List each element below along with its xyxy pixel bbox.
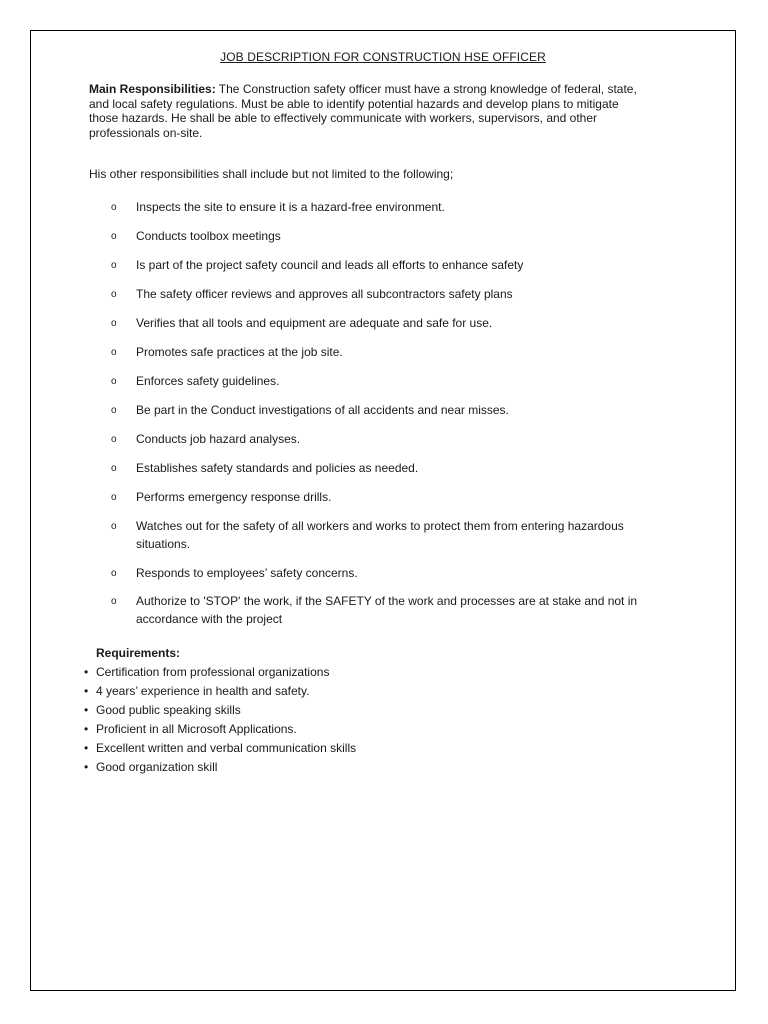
main-responsibilities-text: The Construction safety officer must have a strong knowledge of federal, state, and local safety regulations. Must be able to identify potential hazards and develop plans to mitigate those hazards. He shall be able to effectively communicate with workers, supervisors, and other professionals on-site. [89, 82, 637, 140]
list-item-text: Watches out for the safety of all workers and works to protect them from entering hazardous situations. [136, 519, 624, 551]
list-item-text: Certification from professional organizations [96, 665, 330, 679]
list-item-text: Inspects the site to ensure it is a hazard-free environment. [136, 200, 445, 214]
list-bullet: o [111, 568, 117, 579]
list-item-text: 4 years’ experience in health and safety. [96, 684, 310, 698]
list-bullet: o [111, 231, 117, 242]
list-bullet: o [111, 492, 117, 503]
list-bullet: o [111, 202, 117, 213]
list-item-text: Proficient in all Microsoft Applications. [96, 722, 297, 736]
list-item-text: Performs emergency response drills. [136, 490, 332, 504]
list-item-text: Good public speaking skills [96, 703, 241, 717]
list-bullet: o [111, 347, 117, 358]
list-item [84, 701, 241, 720]
list-item-text: Conducts toolbox meetings [136, 229, 281, 243]
list-bullet: • [84, 722, 89, 736]
list-bullet: o [111, 521, 117, 532]
list-bullet: o [111, 463, 117, 474]
list-item-text: Conducts job hazard analyses. [136, 432, 301, 446]
list-item-text: Verifies that all tools and equipment are adequate and safe for use. [136, 316, 493, 330]
list-item-text: Promotes safe practices at the job site. [136, 345, 343, 359]
list-item-text: Excellent written and verbal communication skills [96, 741, 357, 755]
main-responsibilities-label: Main Responsibilities: [89, 82, 216, 96]
list-bullet: o [111, 434, 117, 445]
list-item [84, 739, 356, 758]
list-item-text: Is part of the project safety council and leads all efforts to enhance safety [136, 258, 524, 272]
list-item-text: The safety officer reviews and approves all subcontractors safety plans [136, 287, 513, 301]
list-bullet: • [84, 703, 89, 717]
document-page [30, 30, 736, 991]
list-item [84, 682, 309, 701]
main-responsibilities-paragraph [89, 82, 649, 140]
requirements-heading: Requirements: [96, 646, 181, 660]
list-item-text: Enforces safety guidelines. [136, 374, 280, 388]
list-bullet: • [84, 741, 89, 755]
list-item-text: Responds to employees’ safety concerns. [136, 566, 358, 580]
list-item [84, 720, 297, 739]
list-item-text: Authorize to 'STOP' the work, if the SAFETY of the work and processes are at stake and not in accordance with the project [136, 594, 638, 626]
list-bullet: o [111, 376, 117, 387]
list-bullet: • [84, 760, 89, 774]
list-bullet: o [111, 405, 117, 416]
list-bullet: o [111, 318, 117, 329]
list-bullet: o [111, 289, 117, 300]
list-item-text: Good organization skill [96, 760, 218, 774]
other-responsibilities-intro: His other responsibilities shall include but not limited to the following; [89, 167, 454, 181]
list-bullet: o [111, 260, 117, 271]
list-item [84, 758, 217, 777]
list-item [84, 663, 329, 682]
list-item-text: Be part in the Conduct investigations of all accidents and near misses. [136, 403, 509, 417]
list-bullet: • [84, 665, 89, 679]
list-bullet: o [111, 596, 117, 607]
list-item-text: Establishes safety standards and policies as needed. [136, 461, 419, 475]
list-bullet: • [84, 684, 89, 698]
document-title: JOB DESCRIPTION FOR CONSTRUCTION HSE OFFICER [220, 50, 546, 64]
